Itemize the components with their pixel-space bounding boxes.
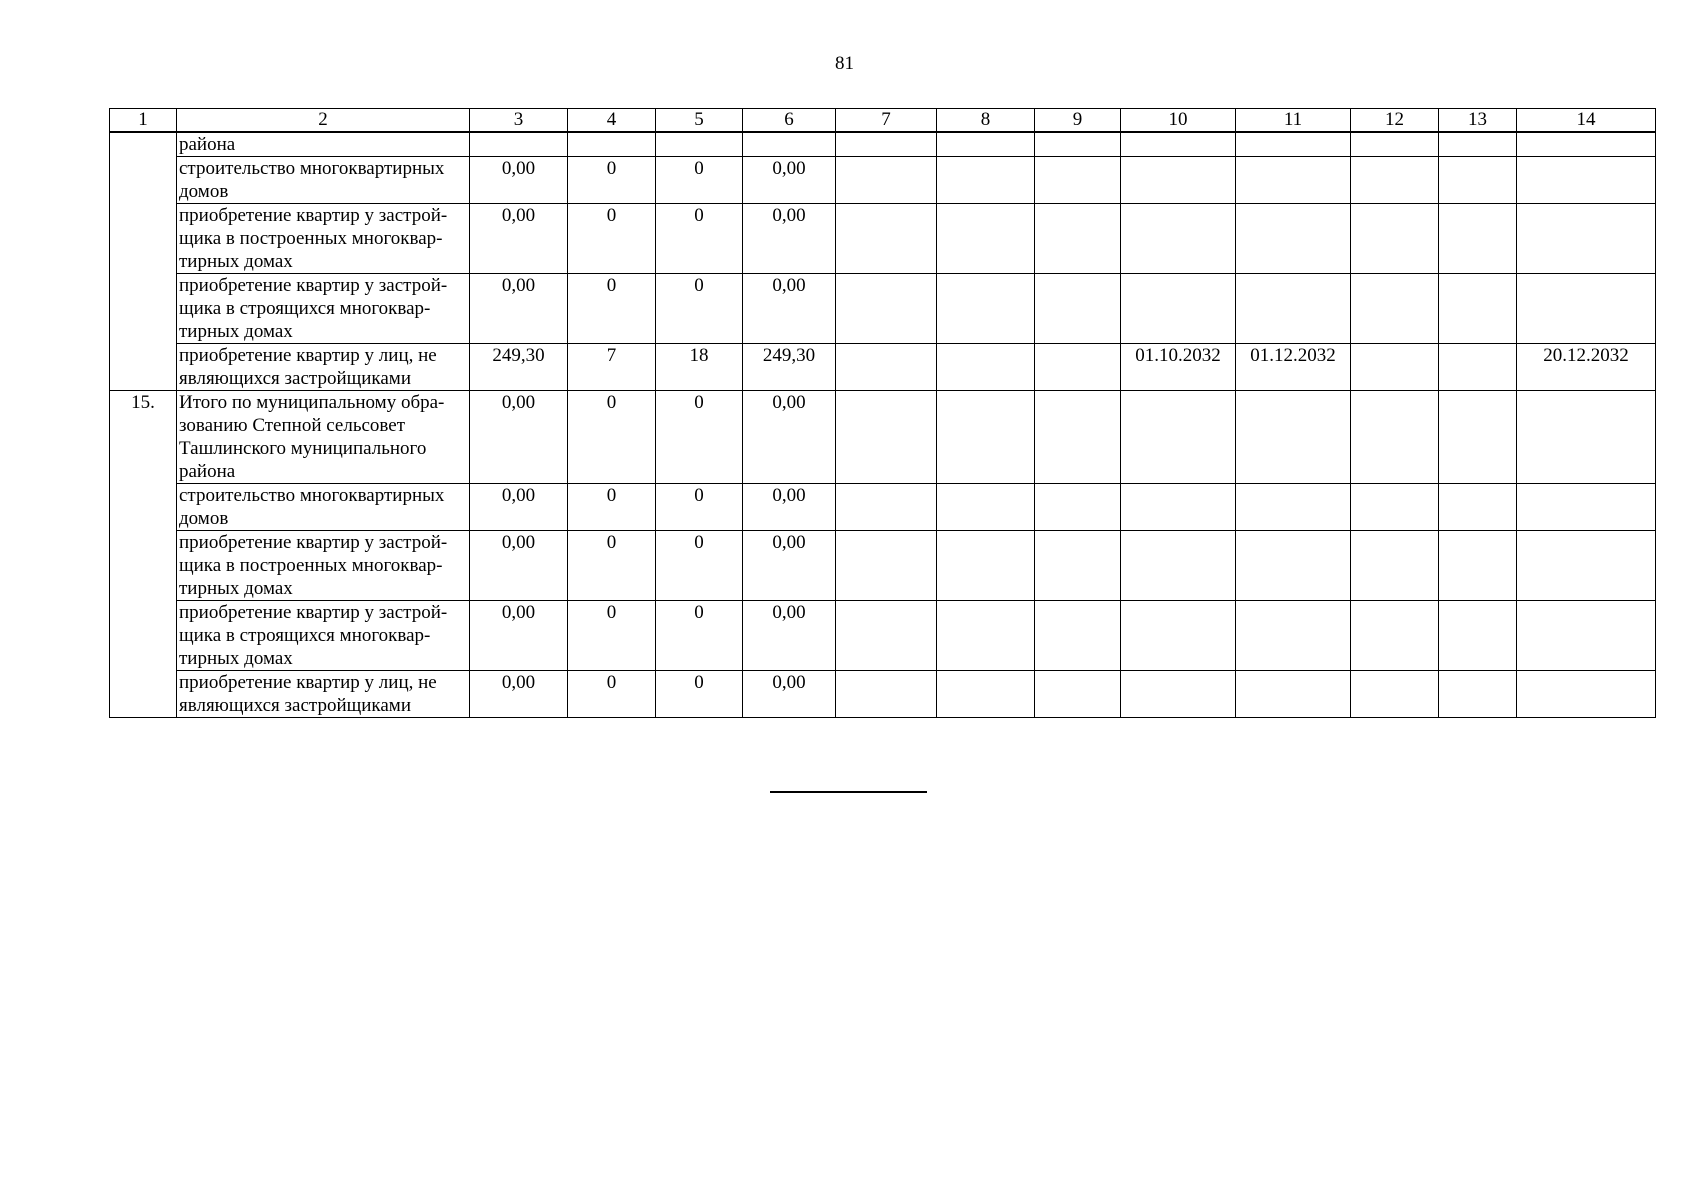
cell-col-9 [1035,531,1121,601]
cell-col-5: 0 [656,204,743,274]
cell-col-5: 0 [656,274,743,344]
row-name-cell: приобретение квартир у застрой-щика в построенных многоквар-тирных домах [177,531,470,601]
cell-col-3: 0,00 [470,157,568,204]
cell-col-3: 0,00 [470,274,568,344]
cell-col-9 [1035,132,1121,157]
cell-col-11 [1236,391,1351,484]
cell-col-14 [1517,157,1656,204]
cell-col-8 [937,344,1035,391]
cell-col-14 [1517,274,1656,344]
cell-col-4: 0 [568,157,656,204]
footer-rule [770,791,927,793]
page-number: 81 [835,53,854,74]
cell-col-14 [1517,601,1656,671]
row-index-cell [110,132,177,391]
cell-col-13 [1439,391,1517,484]
cell-col-14: 20.12.2032 [1517,344,1656,391]
cell-col-13 [1439,132,1517,157]
cell-col-12 [1351,132,1439,157]
cell-col-3: 0,00 [470,671,568,718]
cell-col-5: 0 [656,601,743,671]
cell-col-11: 01.12.2032 [1236,344,1351,391]
cell-col-14 [1517,204,1656,274]
cell-col-10 [1121,391,1236,484]
data-table [109,108,1656,718]
cell-col-8 [937,391,1035,484]
cell-col-13 [1439,671,1517,718]
cell-col-4: 7 [568,344,656,391]
cell-col-11 [1236,601,1351,671]
cell-col-4: 0 [568,391,656,484]
cell-col-11 [1236,204,1351,274]
cell-col-7 [836,157,937,204]
cell-col-9 [1035,484,1121,531]
header-cell-1: 1 [110,109,177,133]
cell-col-13 [1439,274,1517,344]
cell-col-10 [1121,204,1236,274]
cell-col-10 [1121,157,1236,204]
cell-col-13 [1439,601,1517,671]
table-row [110,132,1656,157]
cell-col-3: 0,00 [470,484,568,531]
cell-col-9 [1035,391,1121,484]
header-cell-2: 2 [177,109,470,133]
cell-col-9 [1035,204,1121,274]
cell-col-10: 01.10.2032 [1121,344,1236,391]
cell-col-4: 0 [568,601,656,671]
table-row [110,391,1656,484]
cell-col-4: 0 [568,274,656,344]
cell-col-10 [1121,274,1236,344]
cell-col-13 [1439,484,1517,531]
cell-col-11 [1236,671,1351,718]
row-index-cell: 15. [110,391,177,718]
cell-col-3: 0,00 [470,531,568,601]
cell-col-6: 0,00 [743,671,836,718]
cell-col-6: 0,00 [743,204,836,274]
cell-col-4 [568,132,656,157]
header-cell-8: 8 [937,109,1035,133]
cell-col-3: 0,00 [470,204,568,274]
table-body [110,109,1656,718]
cell-col-7 [836,391,937,484]
cell-col-3: 249,30 [470,344,568,391]
cell-col-7 [836,132,937,157]
table-row [110,157,1656,204]
header-cell-12: 12 [1351,109,1439,133]
cell-col-13 [1439,157,1517,204]
cell-col-12 [1351,344,1439,391]
header-cell-7: 7 [836,109,937,133]
row-name-cell: Итого по муниципальному обра-зованию Степной сельсовет Ташлинского муниципального района [177,391,470,484]
cell-col-4: 0 [568,671,656,718]
cell-col-5: 0 [656,391,743,484]
header-cell-4: 4 [568,109,656,133]
row-name-cell: приобретение квартир у застрой-щика в строящихся многоквар-тирных домах [177,601,470,671]
cell-col-6: 0,00 [743,274,836,344]
cell-col-10 [1121,671,1236,718]
cell-col-14 [1517,671,1656,718]
row-name-cell: района [177,132,470,157]
cell-col-7 [836,274,937,344]
table-row [110,671,1656,718]
header-cell-10: 10 [1121,109,1236,133]
header-row [110,109,1656,133]
table-row [110,204,1656,274]
cell-col-5: 0 [656,531,743,601]
header-cell-5: 5 [656,109,743,133]
cell-col-9 [1035,274,1121,344]
cell-col-8 [937,671,1035,718]
cell-col-8 [937,132,1035,157]
cell-col-5: 0 [656,671,743,718]
header-cell-13: 13 [1439,109,1517,133]
row-name-cell: приобретение квартир у лиц, не являющихся застройщиками [177,671,470,718]
cell-col-5: 18 [656,344,743,391]
header-cell-3: 3 [470,109,568,133]
cell-col-7 [836,531,937,601]
header-cell-6: 6 [743,109,836,133]
cell-col-6: 0,00 [743,531,836,601]
cell-col-8 [937,204,1035,274]
cell-col-9 [1035,344,1121,391]
row-name-cell: приобретение квартир у лиц, не являющихся застройщиками [177,344,470,391]
cell-col-6: 0,00 [743,484,836,531]
cell-col-6 [743,132,836,157]
cell-col-5: 0 [656,157,743,204]
cell-col-11 [1236,274,1351,344]
cell-col-12 [1351,601,1439,671]
cell-col-8 [937,484,1035,531]
cell-col-13 [1439,344,1517,391]
row-name-cell: строительство многоквартирных домов [177,157,470,204]
cell-col-4: 0 [568,204,656,274]
table-row [110,274,1656,344]
cell-col-8 [937,601,1035,671]
cell-col-8 [937,531,1035,601]
cell-col-3 [470,132,568,157]
cell-col-14 [1517,391,1656,484]
cell-col-10 [1121,601,1236,671]
cell-col-7 [836,601,937,671]
cell-col-12 [1351,531,1439,601]
cell-col-6: 0,00 [743,391,836,484]
cell-col-7 [836,204,937,274]
header-cell-14: 14 [1517,109,1656,133]
cell-col-8 [937,274,1035,344]
cell-col-9 [1035,157,1121,204]
cell-col-10 [1121,132,1236,157]
cell-col-7 [836,671,937,718]
cell-col-11 [1236,531,1351,601]
cell-col-12 [1351,274,1439,344]
cell-col-6: 0,00 [743,157,836,204]
cell-col-11 [1236,132,1351,157]
row-name-cell: приобретение квартир у застрой-щика в построенных многоквар-тирных домах [177,204,470,274]
cell-col-5 [656,132,743,157]
cell-col-14 [1517,484,1656,531]
table-row [110,531,1656,601]
row-name-cell: приобретение квартир у застрой-щика в строящихся многоквар-тирных домах [177,274,470,344]
cell-col-14 [1517,132,1656,157]
cell-col-12 [1351,671,1439,718]
cell-col-6: 0,00 [743,601,836,671]
cell-col-3: 0,00 [470,391,568,484]
cell-col-12 [1351,157,1439,204]
cell-col-4: 0 [568,484,656,531]
cell-col-10 [1121,484,1236,531]
header-cell-11: 11 [1236,109,1351,133]
cell-col-11 [1236,484,1351,531]
cell-col-4: 0 [568,531,656,601]
cell-col-10 [1121,531,1236,601]
cell-col-8 [937,157,1035,204]
cell-col-11 [1236,157,1351,204]
cell-col-5: 0 [656,484,743,531]
cell-col-13 [1439,204,1517,274]
cell-col-9 [1035,601,1121,671]
table-row [110,344,1656,391]
cell-col-14 [1517,531,1656,601]
cell-col-3: 0,00 [470,601,568,671]
cell-col-7 [836,484,937,531]
row-name-cell: строительство многоквартирных домов [177,484,470,531]
table-row [110,601,1656,671]
cell-col-7 [836,344,937,391]
header-cell-9: 9 [1035,109,1121,133]
cell-col-6: 249,30 [743,344,836,391]
cell-col-12 [1351,484,1439,531]
cell-col-12 [1351,391,1439,484]
cell-col-13 [1439,531,1517,601]
cell-col-9 [1035,671,1121,718]
cell-col-12 [1351,204,1439,274]
table-row [110,484,1656,531]
